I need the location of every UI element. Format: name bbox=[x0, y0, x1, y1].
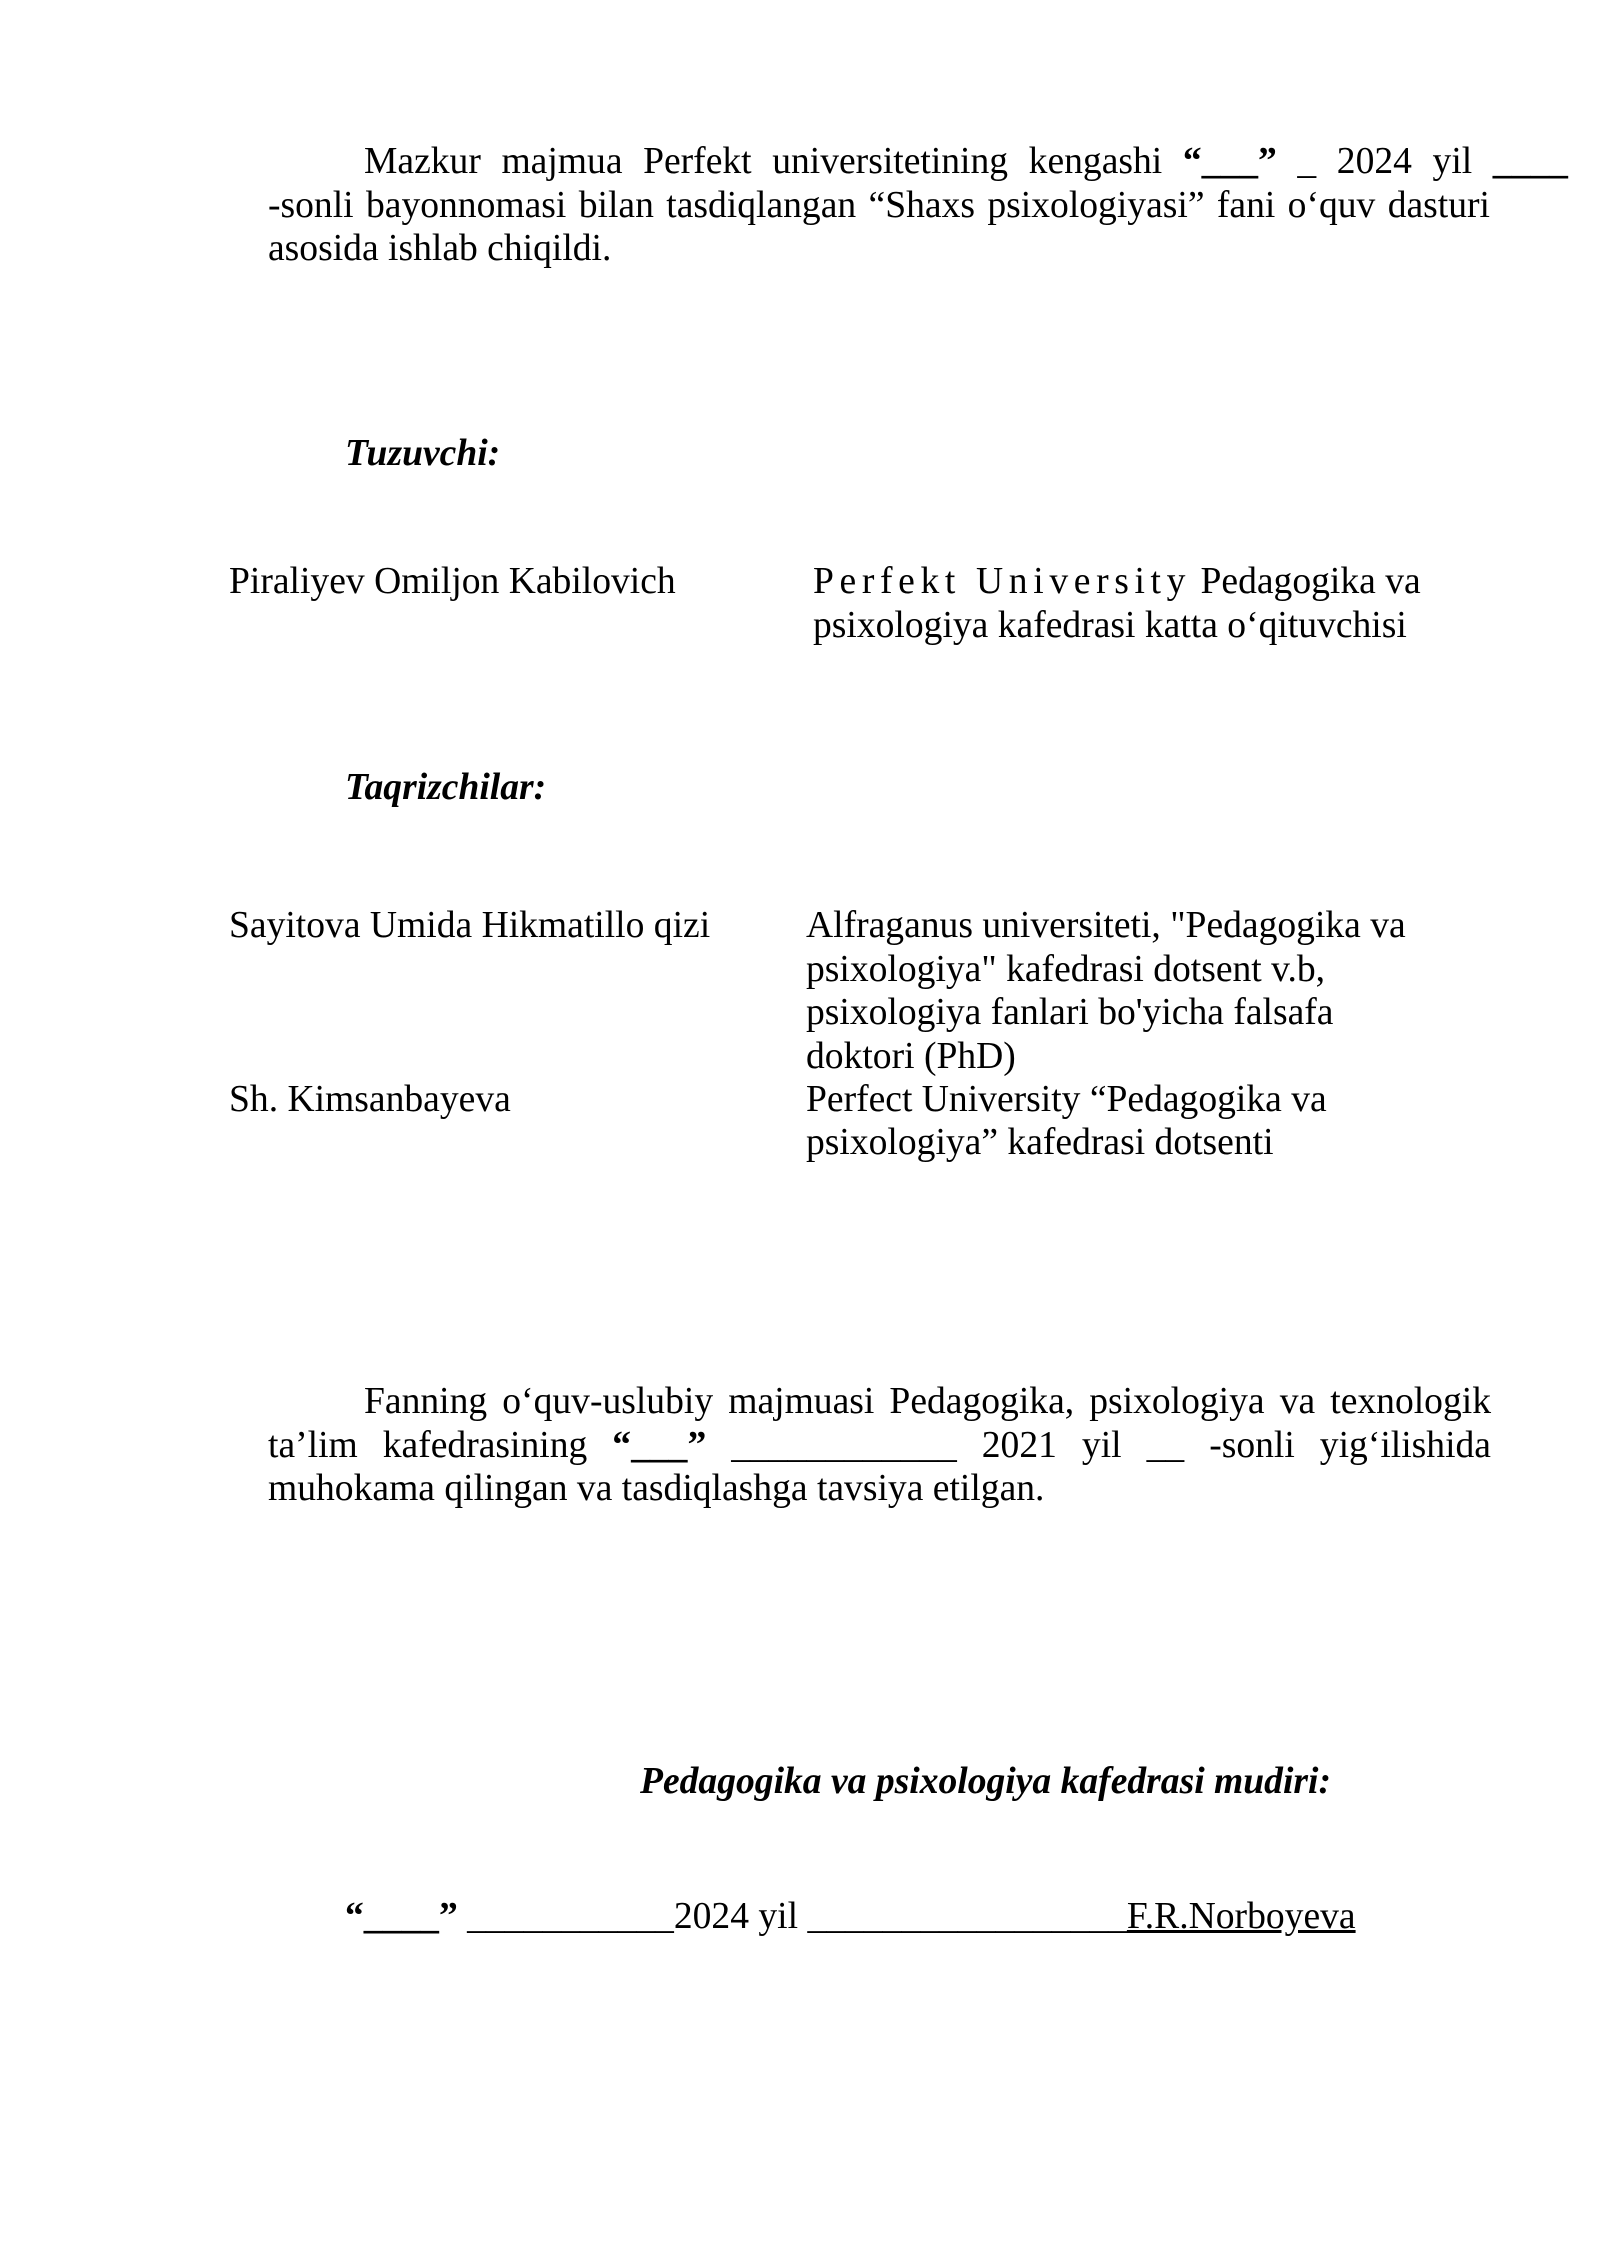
signature-date-blank: “____” bbox=[345, 1896, 458, 1937]
reviewer-position bbox=[806, 904, 1406, 1078]
signature-year: 2024 yil bbox=[673, 1896, 799, 1937]
discussion-line-1 bbox=[364, 1380, 1491, 1424]
reviewer-position-line: psixologiya fanlari bo'yicha falsafa bbox=[806, 992, 1334, 1033]
discussion-line-3: muhokama qilingan va tasdiqlashga tavsiya etilgan. bbox=[268, 1468, 1045, 1509]
approval-line-2 bbox=[268, 184, 1490, 228]
head-of-department-heading: Pedagogika va psixologiya kafedrasi mudiri: bbox=[640, 1761, 1331, 1802]
discussion-line-1-text: Fanning o‘quv-uslubiy majmuasi Pedagogika, psixologiya va texnologik bbox=[364, 1381, 1491, 1422]
discussion-line-2 bbox=[268, 1424, 1491, 1468]
discussion-text-end: -sonli yig‘ilishida bbox=[1209, 1424, 1491, 1466]
signature-month-blank: ___________ bbox=[467, 1896, 674, 1937]
compiler-position-line-2: psixologiya kafedrasi katta o‘qituvchisi bbox=[813, 604, 1407, 646]
reviewers-heading: Taqrizchilar: bbox=[345, 767, 547, 808]
signature-line bbox=[345, 1895, 1356, 1939]
approval-year: 2024 yil bbox=[1336, 141, 1473, 182]
signature-blank: _________________ bbox=[807, 1896, 1127, 1937]
reviewer-position bbox=[806, 1078, 1327, 1165]
reviewer-name: Sayitova Umida Hikmatillo qizi bbox=[229, 905, 711, 946]
approval-text: Mazkur majmua Perfekt universitetining kengashi bbox=[364, 141, 1163, 182]
compiler-heading: Tuzuvchi: bbox=[345, 433, 501, 474]
discussion-text: ta’lim kafedrasining bbox=[268, 1424, 588, 1466]
approval-number-blank: ____ bbox=[1492, 141, 1568, 182]
reviewer-position-line: psixologiya” kafedrasi dotsenti bbox=[806, 1122, 1274, 1163]
compiler-name: Piraliyev Omiljon Kabilovich bbox=[229, 561, 676, 602]
compiler-organization: Perfekt University bbox=[813, 561, 1192, 602]
approval-line-2-text: -sonli bayonnomasi bilan tasdiqlangan “Shaxs psixologiyasi” fani o‘quv dasturi bbox=[268, 184, 1490, 226]
reviewer-position-line: doktori (PhD) bbox=[806, 1035, 1016, 1077]
reviewer-position-line: Perfect University “Pedagogika va bbox=[806, 1078, 1327, 1120]
compiler-position-line-1-rest: Pedagogika va bbox=[1200, 561, 1421, 602]
compiler-position bbox=[813, 560, 1421, 647]
approval-date-blank: “___” bbox=[1182, 141, 1277, 182]
reviewer-name: Sh. Kimsanbayeva bbox=[229, 1078, 511, 1120]
discussion-number-blank: __ bbox=[1146, 1424, 1185, 1466]
discussion-year: 2021 yil bbox=[981, 1424, 1122, 1466]
compiler-position-line-1 bbox=[813, 560, 1421, 604]
approval-line-3: asosida ishlab chiqildi. bbox=[268, 228, 612, 269]
reviewer-position-line: Alfraganus universiteti, "Pedagogika va bbox=[806, 905, 1406, 946]
approval-mark: _ bbox=[1297, 141, 1317, 182]
discussion-date-blank: “___” bbox=[612, 1424, 707, 1466]
discussion-month-blank: ____________ bbox=[731, 1424, 957, 1466]
signature-name: F.R.Norboyeva bbox=[1126, 1896, 1356, 1937]
approval-line-1 bbox=[364, 140, 1568, 184]
reviewer-position-line: psixologiya" kafedrasi dotsent v.b, bbox=[806, 948, 1326, 990]
